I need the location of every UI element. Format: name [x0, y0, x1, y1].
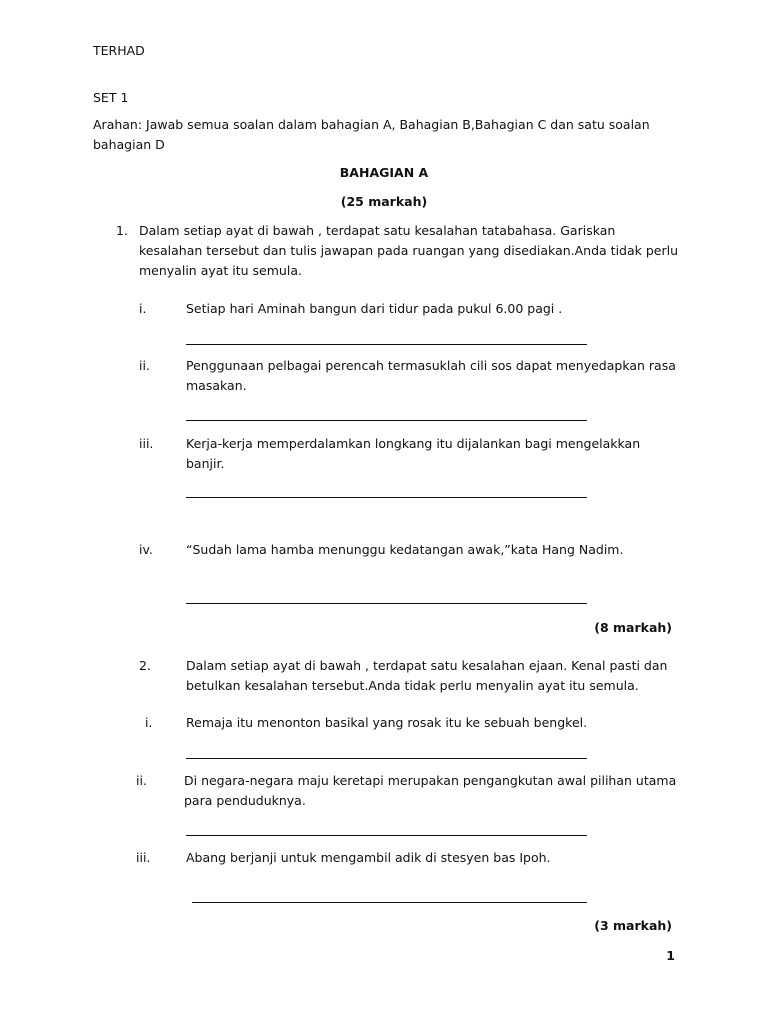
q1-item-ii-answer-line[interactable]	[186, 420, 587, 421]
q1-item-iv-numeral: iv.	[139, 542, 153, 557]
question-1-instruction-line-1: Dalam setiap ayat di bawah , terdapat satu kesalahan tatabahasa. Gariskan	[139, 223, 616, 238]
q1-item-iv-text: “Sudah lama hamba menunggu kedatangan awak,”kata Hang Nadim.	[186, 542, 624, 557]
q1-item-i-numeral: i.	[139, 301, 147, 316]
q2-item-i-answer-line[interactable]	[186, 758, 587, 759]
q2-item-i-numeral: i.	[145, 715, 153, 730]
q1-item-iii-text-line-1: Kerja-kerja memperdalamkan longkang itu dijalankan bagi mengelakkan	[186, 436, 641, 451]
section-title: BAHAGIAN A	[339, 165, 429, 180]
instruction-line-1: Arahan: Jawab semua soalan dalam bahagian A, Bahagian B,Bahagian C dan satu soalan	[93, 117, 650, 132]
page-number: 1	[666, 948, 675, 963]
q1-marks: (8 markah)	[594, 620, 672, 635]
q1-item-i-answer-line[interactable]	[186, 344, 587, 345]
question-1-number: 1.	[116, 223, 128, 238]
set-label: SET 1	[93, 90, 129, 105]
question-2-instruction-line-1: Dalam setiap ayat di bawah , terdapat satu kesalahan ejaan. Kenal pasti dan	[186, 658, 668, 673]
q1-item-ii-numeral: ii.	[139, 358, 150, 373]
question-2-instruction-line-2: betulkan kesalahan tersebut.Anda tidak perlu menyalin ayat itu semula.	[186, 678, 639, 693]
q1-item-ii-text-line-2: masakan.	[186, 378, 247, 393]
q2-marks: (3 markah)	[594, 918, 672, 933]
q1-item-i-text: Setiap hari Aminah bangun dari tidur pada pukul 6.00 pagi .	[186, 301, 563, 316]
q2-item-iii-answer-line[interactable]	[192, 902, 587, 903]
q2-item-iii-text: Abang berjanji untuk mengambil adik di stesyen bas Ipoh.	[186, 850, 551, 865]
q2-item-i-text: Remaja itu menonton basikal yang rosak itu ke sebuah bengkel.	[186, 715, 588, 730]
section-marks: (25 markah)	[340, 194, 428, 209]
question-2-number: 2.	[139, 658, 151, 673]
q2-item-iii-numeral: iii.	[136, 850, 151, 865]
q2-item-ii-text-line-2: para penduduknya.	[184, 793, 306, 808]
q2-item-ii-text-line-1: Di negara-negara maju keretapi merupakan pengangkutan awal pilihan utama	[184, 773, 677, 788]
q1-item-iv-answer-line[interactable]	[186, 603, 587, 604]
q1-item-iii-answer-line[interactable]	[186, 497, 587, 498]
header-label: TERHAD	[93, 43, 145, 58]
question-1-instruction-line-2: kesalahan tersebut dan tulis jawapan pada ruangan yang disediakan.Anda tidak perlu	[139, 243, 679, 258]
q1-item-ii-text-line-1: Penggunaan pelbagai perencah termasuklah cili sos dapat menyedapkan rasa	[186, 358, 676, 373]
q1-item-iii-text-line-2: banjir.	[186, 456, 225, 471]
q2-item-ii-answer-line[interactable]	[186, 835, 587, 836]
question-1-instruction-line-3: menyalin ayat itu semula.	[139, 263, 302, 278]
instruction-line-2: bahagian D	[93, 137, 165, 152]
q2-item-ii-numeral: ii.	[136, 773, 147, 788]
q1-item-iii-numeral: iii.	[139, 436, 154, 451]
